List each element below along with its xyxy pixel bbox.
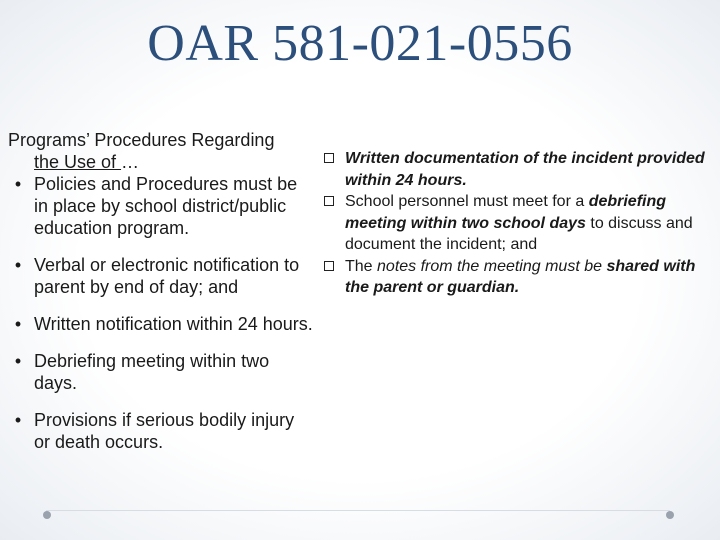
left-bullet-list [8,173,313,453]
left-column [8,129,313,453]
item-text: Written documentation of the incident provided within 24 hours. [345,150,705,189]
right-column [322,148,712,299]
lead-line-2 [8,151,313,173]
right-checkbox-list [322,148,712,299]
footer-dot-right [666,511,674,519]
slide-title: OAR 581-021-0556 [147,15,573,72]
checkbox-square-icon [324,153,334,163]
item-text: The [345,257,378,275]
list-item [322,191,712,256]
lead-underlined-text: the Use of [34,152,122,172]
list-item: • Debriefing meeting within two days. [8,350,313,394]
checkbox-square-icon [324,261,334,271]
item-emphasis: shared with the parent or guardian. [345,257,696,296]
list-item: • Policies and Procedures must be in place by school district/public education program. [8,173,313,239]
item-text: School personnel must meet for a [345,193,589,210]
list-item [322,256,712,299]
list-item [322,148,712,191]
item-italic: notes from the meeting must be [377,257,607,275]
list-item: • Verbal or electronic notification to parent by end of day; and [8,254,313,298]
item-text-tail: to discuss and document the incident; and [345,214,693,253]
footer-dot-left [43,511,51,519]
lead-line-1: Programs’ Procedures Regarding [8,130,275,150]
footer-divider [46,510,670,511]
list-item: • Written notification within 24 hours. [8,313,313,335]
checkbox-square-icon [324,196,334,206]
lead-ellipsis: … [121,152,140,172]
list-item: • Provisions if serious bodily injury or death occurs. [8,409,313,453]
lead-heading [8,129,313,173]
item-emphasis: debriefing meeting within two school days [345,193,667,232]
